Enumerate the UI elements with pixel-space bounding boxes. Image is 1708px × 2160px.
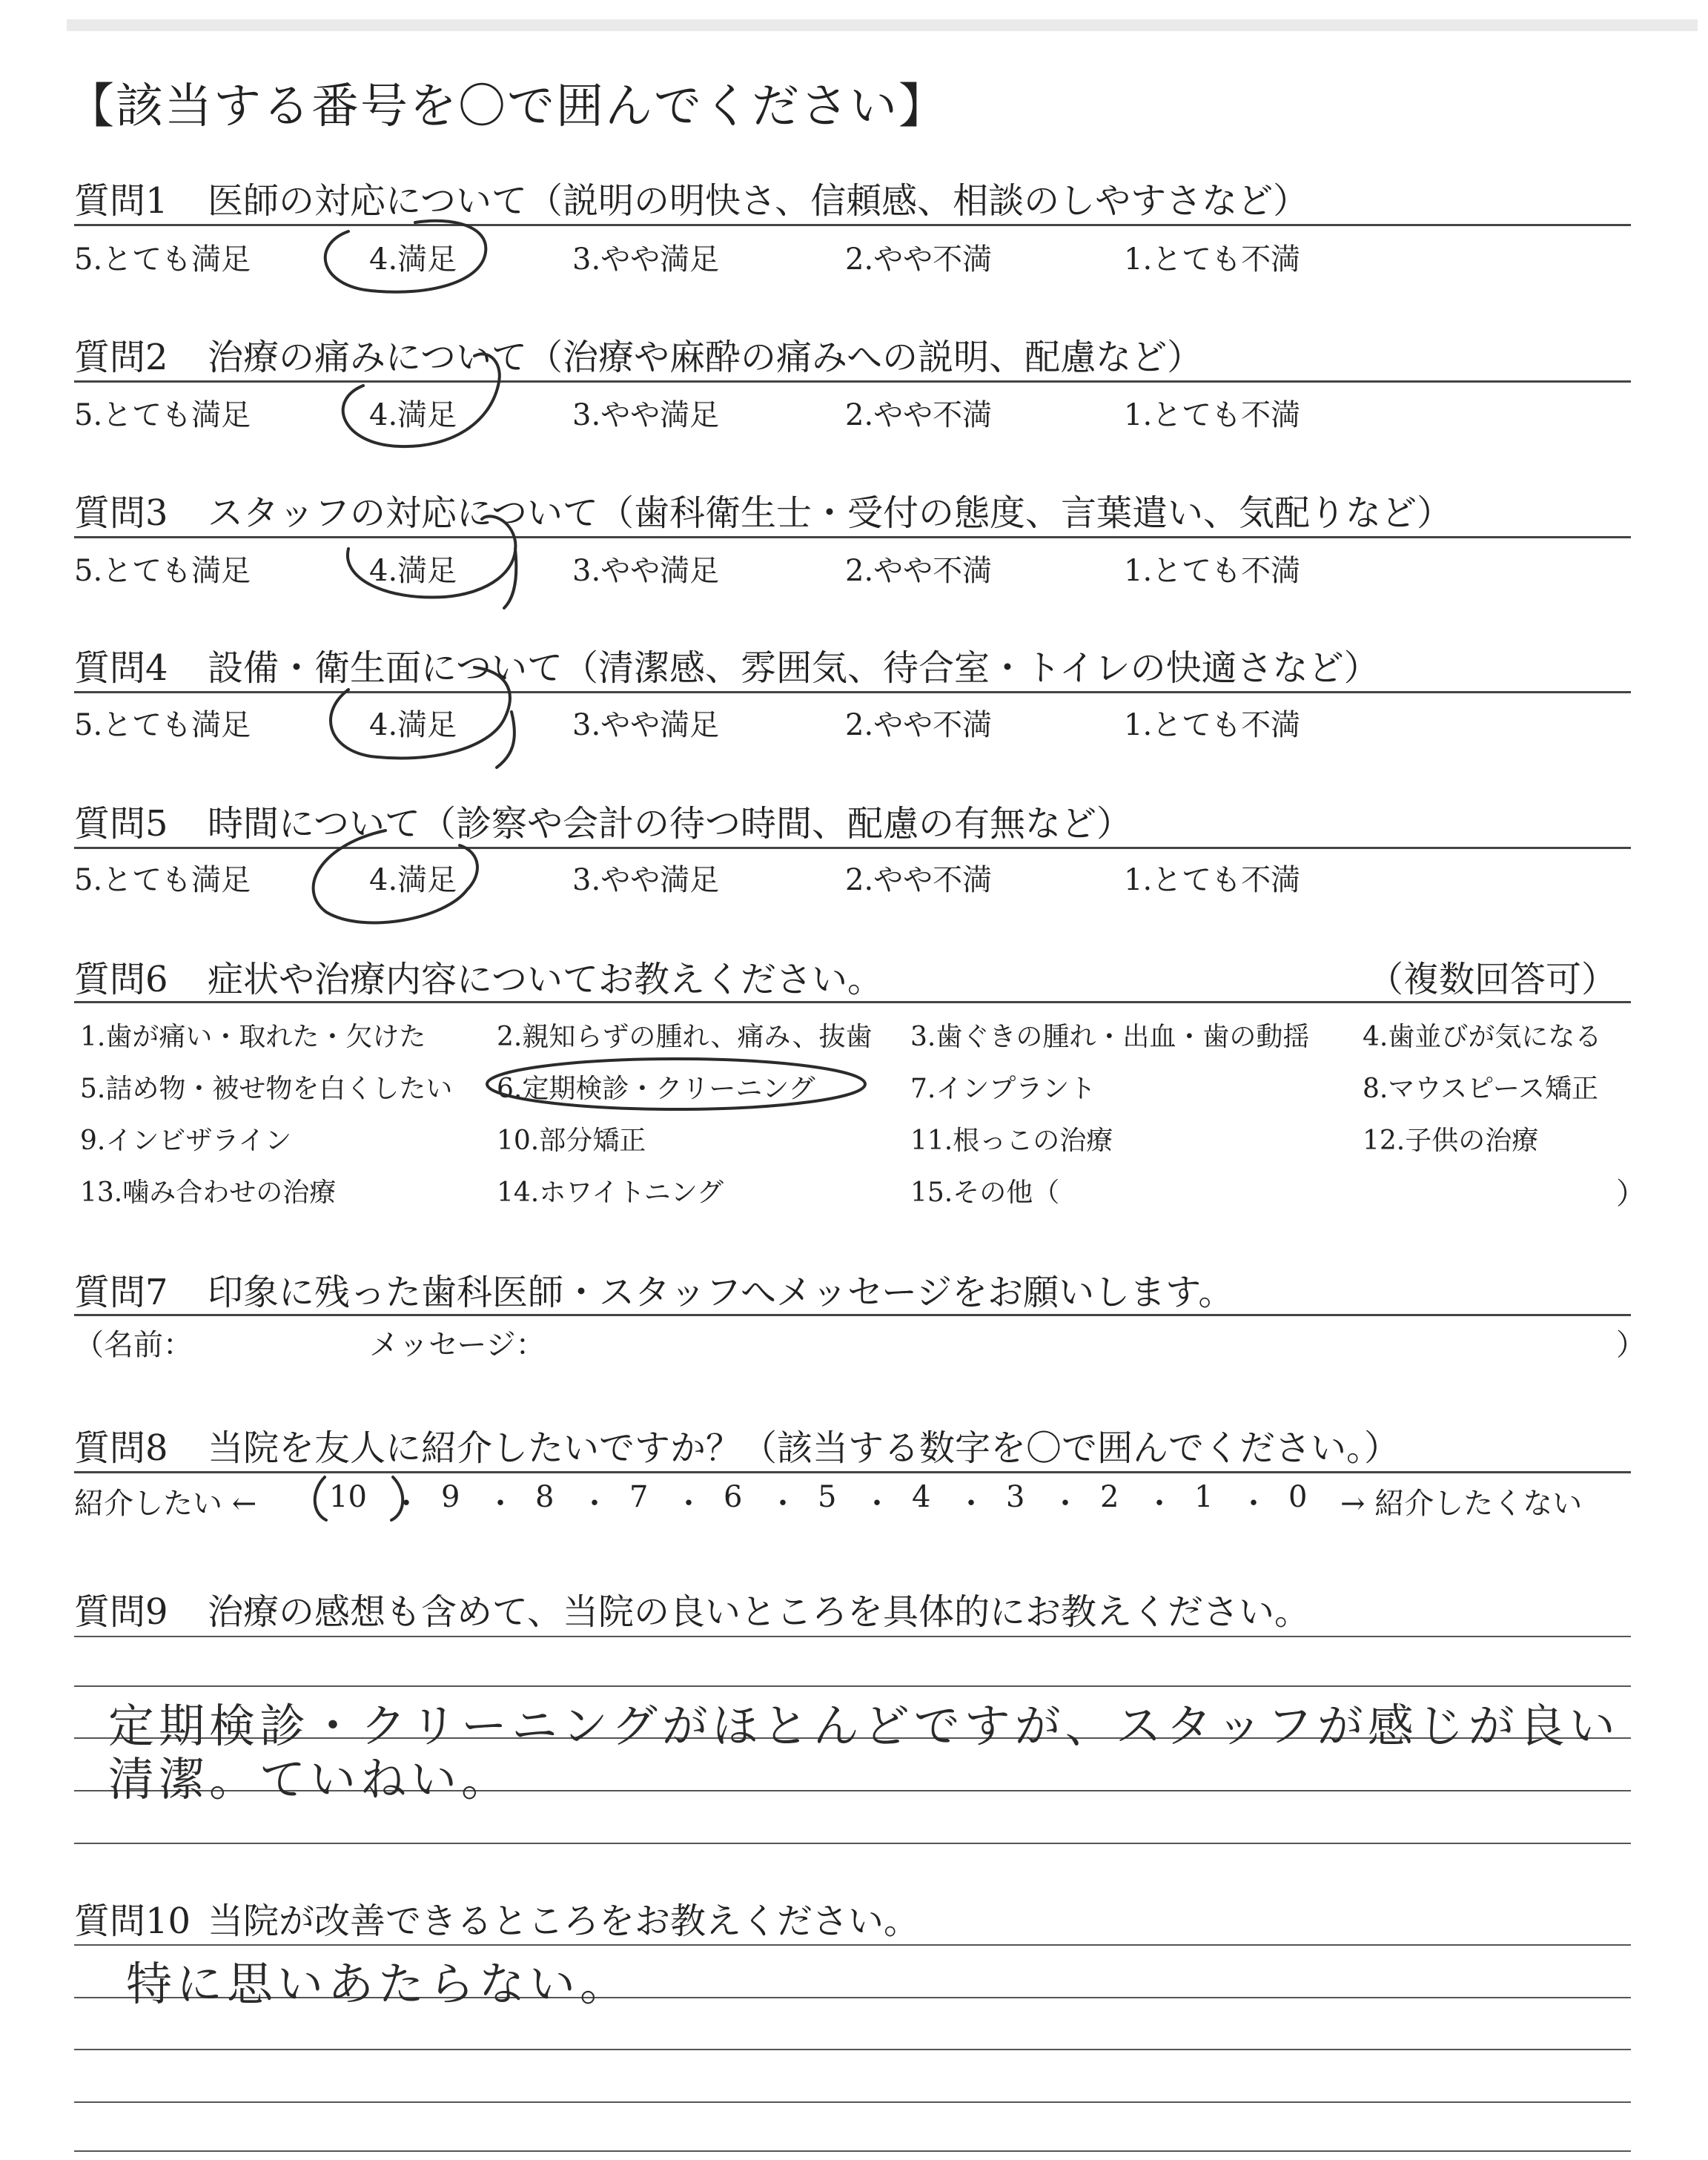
scale-7[interactable]: 7 <box>629 1480 649 1514</box>
scale-separator: ・ <box>674 1487 704 1521</box>
question-text: 治療の感想も含めて、当院の良いところを具体的にお教えください。 <box>208 1591 1311 1633</box>
rating-option-1[interactable]: 1.とても不満 <box>1124 242 1301 277</box>
question-text: 症状や治療内容についてお教えください。 <box>208 959 884 1000</box>
rating-option-4[interactable]: 4.満足 <box>369 242 457 277</box>
rating-option-3[interactable]: 3.やや満足 <box>572 398 720 432</box>
rating-option-2[interactable]: 2.やや不満 <box>845 398 993 432</box>
close-paren: ） <box>1616 1328 1646 1362</box>
choice-10[interactable]: 10.部分矯正 <box>497 1126 646 1156</box>
question-number: 質問7 <box>74 1272 168 1313</box>
choice-4[interactable]: 4.歯並びが気になる <box>1363 1022 1602 1052</box>
scale-separator: ・ <box>580 1487 609 1521</box>
rating-option-5[interactable]: 5.とても満足 <box>74 398 251 432</box>
rating-option-1[interactable]: 1.とても不満 <box>1124 863 1301 897</box>
question-number: 質問10 <box>74 1900 191 1942</box>
message-label: メッセージ： <box>369 1328 546 1362</box>
choice-9[interactable]: 9.インビザライン <box>80 1126 292 1156</box>
choice-1[interactable]: 1.歯が痛い・取れた・欠けた <box>80 1022 426 1052</box>
question-number: 質問9 <box>74 1591 168 1633</box>
question-text: 医師の対応について（説明の明快さ、信頼感、相談のしやすさなど） <box>208 180 1309 222</box>
question-number: 質問3 <box>74 492 168 534</box>
name-label: （名前： <box>74 1328 193 1362</box>
rating-option-1[interactable]: 1.とても不満 <box>1124 554 1301 588</box>
scan-top-edge <box>67 19 1698 31</box>
rating-option-2[interactable]: 2.やや不満 <box>845 242 993 277</box>
question-text: 設備・衛生面について（清潔感、雰囲気、待合室・トイレの快適さなど） <box>208 647 1380 689</box>
choice-5[interactable]: 5.詰め物・被せ物を白くしたい <box>80 1074 453 1104</box>
choice-11[interactable]: 11.根っこの治療 <box>910 1126 1113 1156</box>
choice-3[interactable]: 3.歯ぐきの腫れ・出血・歯の動揺 <box>910 1022 1310 1052</box>
scale-separator: ・ <box>768 1487 798 1521</box>
rating-option-4[interactable]: 4.満足 <box>369 863 457 897</box>
question-text: 当院を友人に紹介したいですか？（該当する数字を〇で囲んでください。） <box>208 1427 1400 1469</box>
rating-option-2[interactable]: 2.やや不満 <box>845 708 993 742</box>
rating-option-1[interactable]: 1.とても不満 <box>1124 398 1301 432</box>
question-number: 質問8 <box>74 1427 168 1469</box>
scale-separator: ・ <box>391 1487 421 1521</box>
scale-1[interactable]: 1 <box>1194 1480 1214 1514</box>
multiple-answer-note: （複数回答可） <box>1368 959 1618 1000</box>
question-text: 時間について（診察や会計の待つ時間、配慮の有無など） <box>208 803 1133 845</box>
scale-separator: ・ <box>956 1487 986 1521</box>
scale-6[interactable]: 6 <box>724 1480 743 1514</box>
question-text: 当院が改善できるところをお教えください。 <box>208 1900 920 1942</box>
rating-option-3[interactable]: 3.やや満足 <box>572 708 720 742</box>
rating-option-5[interactable]: 5.とても満足 <box>74 554 251 588</box>
question-text: 印象に残った歯科医師・スタッフへメッセージをお願いします。 <box>208 1272 1234 1313</box>
rating-option-2[interactable]: 2.やや不満 <box>845 863 993 897</box>
question-number: 質問4 <box>74 647 168 689</box>
scale-10[interactable]: 10 <box>329 1480 367 1514</box>
close-paren: ） <box>1616 1177 1646 1211</box>
handwritten-answer-line: 清潔。ていねい。 <box>108 1752 512 1806</box>
scale-separator: ・ <box>862 1487 892 1521</box>
rating-option-4[interactable]: 4.満足 <box>369 708 457 742</box>
scale-0[interactable]: 0 <box>1288 1480 1308 1514</box>
scale-separator: ・ <box>486 1487 515 1521</box>
scale-separator: ・ <box>1145 1487 1174 1521</box>
rating-option-5[interactable]: 5.とても満足 <box>74 242 251 277</box>
rating-option-3[interactable]: 3.やや満足 <box>572 863 720 897</box>
rating-option-5[interactable]: 5.とても満足 <box>74 863 251 897</box>
handwritten-answer-line: 定期検診・クリーニングがほとんどですが、スタッフが感じが良い <box>108 1699 1620 1753</box>
rating-option-4[interactable]: 4.満足 <box>369 398 457 432</box>
choice-14[interactable]: 14.ホワイトニング <box>497 1178 724 1208</box>
question-number: 質問6 <box>74 959 168 1000</box>
choice-6[interactable]: 6.定期検診・クリーニング <box>497 1074 815 1104</box>
choice-8[interactable]: 8.マウスピース矯正 <box>1363 1074 1599 1104</box>
rating-option-3[interactable]: 3.やや満足 <box>572 554 720 588</box>
choice-15[interactable]: 15.その他（ <box>910 1178 1060 1208</box>
form-instruction: 【該当する番号を〇で囲んでください】 <box>67 79 947 134</box>
choice-7[interactable]: 7.インプラント <box>910 1074 1096 1104</box>
scale-2[interactable]: 2 <box>1100 1480 1119 1514</box>
choice-13[interactable]: 13.噛み合わせの治療 <box>80 1178 337 1208</box>
scale-separator: ・ <box>1239 1487 1268 1521</box>
question-number: 質問1 <box>74 180 168 222</box>
handwritten-answer-line: 特に思いあたらない。 <box>126 1957 631 2011</box>
rating-option-4[interactable]: 4.満足 <box>369 554 457 588</box>
question-number: 質問5 <box>74 803 168 845</box>
choice-2[interactable]: 2.親知らずの腫れ、痛み、抜歯 <box>497 1022 873 1052</box>
rating-option-3[interactable]: 3.やや満足 <box>572 242 720 277</box>
not-recommend-label: → 紹介したくない <box>1340 1487 1583 1521</box>
question-text: 治療の痛みについて（治療や麻酔の痛みへの説明、配慮など） <box>208 337 1203 378</box>
rating-option-2[interactable]: 2.やや不満 <box>845 554 993 588</box>
rating-option-5[interactable]: 5.とても満足 <box>74 708 251 742</box>
scale-separator: ・ <box>1050 1487 1080 1521</box>
recommend-label: 紹介したい ← <box>74 1487 257 1521</box>
scale-8[interactable]: 8 <box>535 1480 555 1514</box>
choice-12[interactable]: 12.子供の治療 <box>1363 1126 1539 1156</box>
question-text: スタッフの対応について（歯科衛生士・受付の態度、言葉遣い、気配りなど） <box>208 492 1453 534</box>
scale-9[interactable]: 9 <box>441 1480 460 1514</box>
scale-5[interactable]: 5 <box>818 1480 837 1514</box>
scale-4[interactable]: 4 <box>912 1480 931 1514</box>
rating-option-1[interactable]: 1.とても不満 <box>1124 708 1301 742</box>
question-number: 質問2 <box>74 337 168 378</box>
scale-3[interactable]: 3 <box>1006 1480 1025 1514</box>
